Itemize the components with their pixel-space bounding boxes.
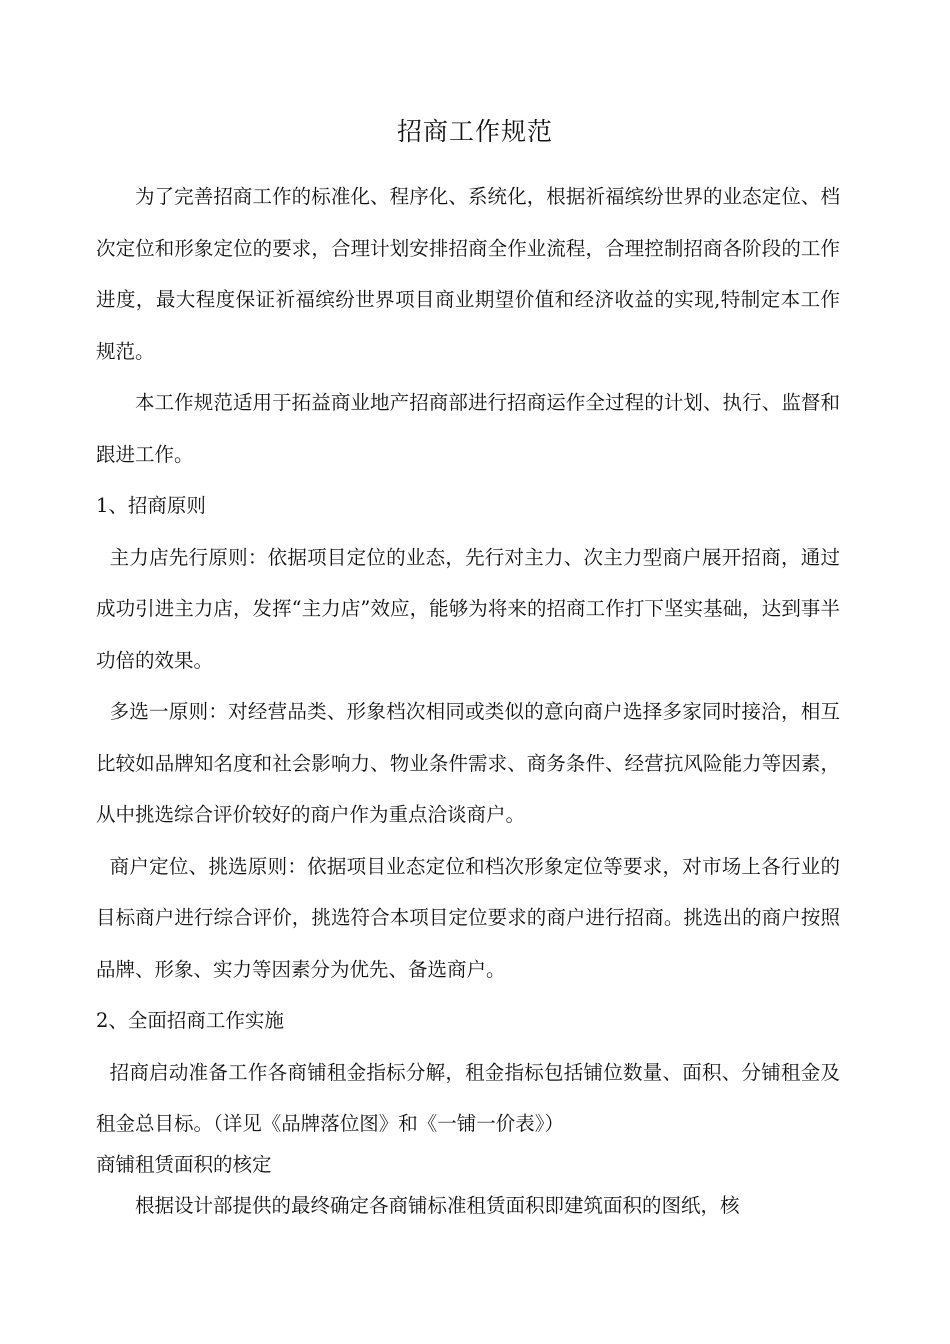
- multi-choice-principle: 多选一原则：对经营品类、形象档次相同或类似的意向商户选择多家同时接洽，相互比较如品牌知名度和社会影响力、物业条件需求、商务条件、经营抗风险能力等因素，从中挑选综合评价较好的商户作为重点洽谈商户。: [96, 700, 840, 826]
- merchant-selection-principle: 商户定位、挑选原则：依据项目业态定位和档次形象定位等要求，对市场上各行业的目标商户进行综合评价，挑选符合本项目定位要求的商户进行招商。挑选出的商户按照品牌、形象、实力等因素分为优先、备选商户。: [96, 854, 840, 981]
- lease-area-heading: 商铺租赁面积的核定: [96, 1152, 272, 1176]
- section-2-heading: 2、全面招商工作实施: [96, 1009, 284, 1032]
- startup-preparation-paragraph: 招商启动准备工作各商铺租金指标分解，租金指标包括铺位数量、面积、分铺租金及租金总目标。（详见《品牌落位图》和《一铺一价表》）: [96, 1060, 840, 1135]
- lease-area-paragraph: 根据设计部提供的最终确定各商铺标准租赁面积即建筑面积的图纸，核: [135, 1193, 740, 1217]
- document-body: [96, 171, 840, 1231]
- section-1-heading: 1、招商原则: [96, 494, 206, 517]
- intro-paragraph: 为了完善招商工作的标准化、程序化、系统化，根据祈福缤纷世界的业态定位、档次定位和形象定位的要求，合理计划安排招商全作业流程，合理控制招商各阶段的工作进度，最大程度保证祈福缤纷世界项目商业期望价值和经济收益的实现,特制定本工作规范。: [96, 185, 840, 363]
- anchor-store-principle: 主力店先行原则：依据项目定位的业态，先行对主力、次主力型商户展开招商，通过成功引进主力店，发挥“主力店”效应，能够为将来的招商工作打下坚实基础，达到事半功倍的效果。: [96, 545, 840, 672]
- document-title: 招商工作规范: [396, 117, 553, 146]
- scope-paragraph: 本工作规范适用于拓益商业地产招商部进行招商运作全过程的计划、执行、监督和跟进工作。: [96, 391, 840, 466]
